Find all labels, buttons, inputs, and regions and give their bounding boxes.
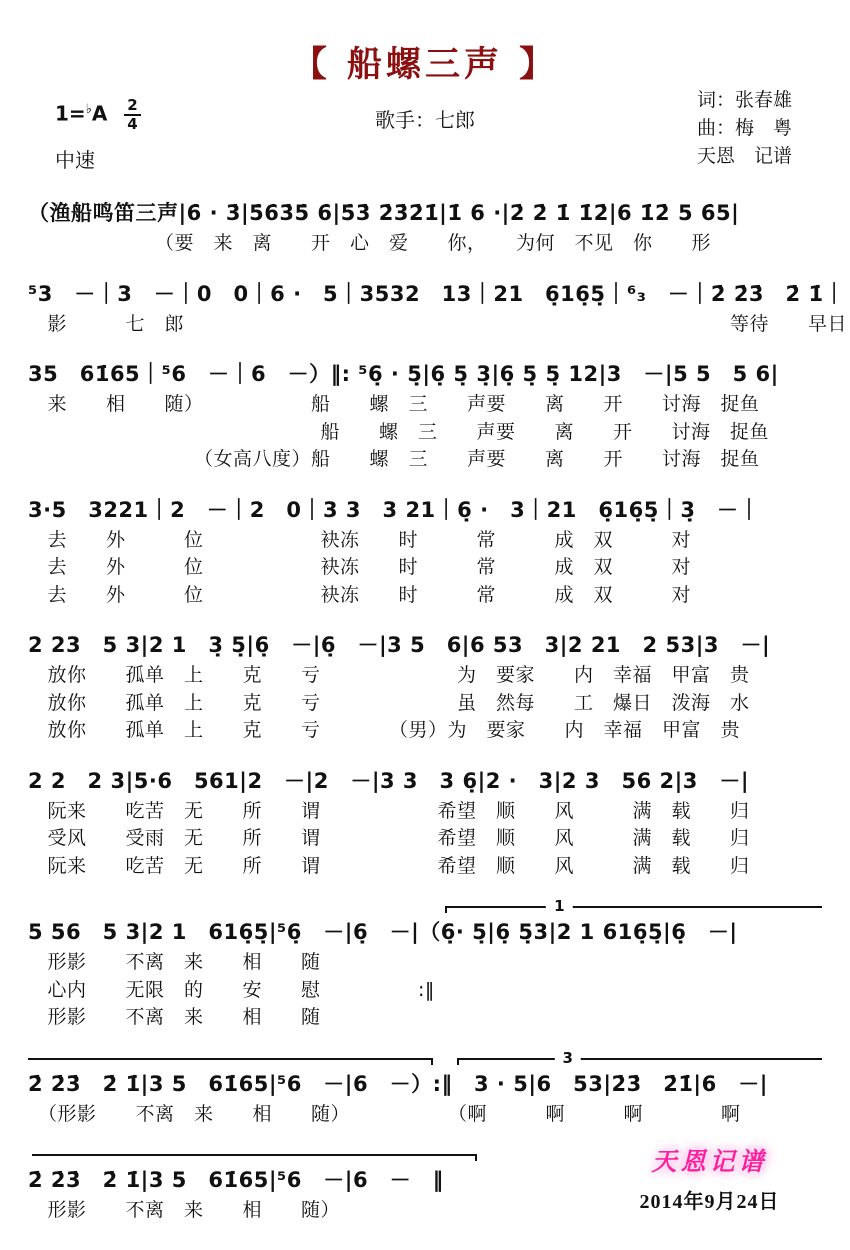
score-header bbox=[0, 89, 850, 184]
credit-composer: 曲：梅 粤 bbox=[696, 117, 792, 139]
volta-number: 1 bbox=[546, 899, 572, 914]
singer-label: 歌手：七郎 bbox=[375, 108, 475, 132]
volta-bracket bbox=[28, 1058, 433, 1065]
notes-line: 35 61̇65｜⁵6 －｜6 －）‖: ⁵6̣ · 5̣|6̣ 5̣ 3̣|6̣ 5̣ 5̣ 12|3 －|5 5 5 6| bbox=[28, 362, 779, 386]
transcription-date: 2014年9月24日 bbox=[639, 1191, 780, 1213]
lyric-line: 来 相 随） 船 螺 三 声要 离 开 讨海 捉鱼 bbox=[28, 393, 760, 415]
score bbox=[0, 196, 850, 1225]
notes-line: 2̇ 2̇3̇ 2̇ 1̇|3 5 61̇65|⁵6 －|6 －）:‖ 3 · 5|6 53|2̇3̇ 2̇1̇|6 －| bbox=[28, 1071, 768, 1096]
lyric-line: 心内 无限 的 安 慰 :‖ bbox=[28, 978, 435, 1001]
lyric-line: 船 螺 三 声要 离 开 讨海 捉鱼 bbox=[28, 420, 770, 443]
system-8 bbox=[28, 1048, 822, 1129]
system-1 bbox=[28, 196, 822, 258]
volta-bracket bbox=[32, 1154, 477, 1161]
watermark: 天恩记谱 bbox=[651, 1147, 768, 1176]
credits-block bbox=[697, 86, 792, 170]
lyric-line: 放你 孤单 上 克 亏 虽 然每 工 爆日 泼海 水 bbox=[28, 691, 750, 714]
system-5 bbox=[28, 628, 822, 745]
time-denominator: 4 bbox=[127, 115, 138, 133]
lyric-line: 形影 不离 来 相 随 bbox=[28, 1006, 321, 1028]
notes-line: 2 23 5 3|2 1 3̣ 5̣|6̣ －|6̣ －|3 5 6|6 53 3|2 21 2 53|3 －| bbox=[28, 633, 771, 657]
lyric-line: （女高八度）船 螺 三 声要 离 开 讨海 捉鱼 bbox=[28, 448, 760, 470]
key-prefix: 1= bbox=[55, 101, 86, 126]
system-7 bbox=[28, 899, 822, 1032]
lyric-line: （要 来 离 开 心 爱 你， 为何 不见 你 形 bbox=[28, 232, 712, 254]
notes-line: 3·5 3221｜2 －｜2 0｜3 3 3 21｜6̣ · 3｜21 6̣16̣5̣｜3̣ －｜ bbox=[28, 497, 760, 522]
flat-icon: ♭ bbox=[85, 101, 92, 117]
lyric-line: 去 外 位 袂冻 时 常 成 双 对 bbox=[28, 556, 692, 578]
credit-transcriber: 天恩 记谱 bbox=[696, 145, 792, 167]
system-4 bbox=[28, 493, 822, 610]
lyric-line: （形影 不离 来 相 随） （啊 啊 啊 啊 bbox=[28, 1102, 741, 1125]
system-2 bbox=[28, 277, 848, 339]
lyric-line: 阮来 吃苦 无 所 谓 希望 顺 风 满 载 归 bbox=[28, 854, 750, 877]
key-letter: A bbox=[91, 101, 108, 126]
lyric-line: 去 外 位 袂冻 时 常 成 双 对 bbox=[28, 528, 692, 551]
system-6 bbox=[28, 764, 822, 881]
volta-bracket-row bbox=[28, 1048, 822, 1067]
time-numerator: 2 bbox=[124, 98, 140, 116]
volta-bracket bbox=[445, 897, 822, 915]
credit-lyricist: 词：张春雄 bbox=[696, 89, 792, 111]
volta-bracket bbox=[457, 1048, 822, 1067]
volta-number: 3 bbox=[555, 1051, 581, 1066]
notes-line: ⁵3 －｜3 －｜0 0｜6 · 5｜3532 13｜21 6̣16̣5̣｜⁶₃ －｜2̇ 2̇3̇ 2̇ 1̇｜ bbox=[28, 281, 846, 306]
notes-line: 2 2 2 3|5·6 561|2 －|2 －|3 3 3 6̣|2 · 3|2 3 56 2|3 －| bbox=[28, 768, 750, 793]
lyric-line: 阮来 吃苦 无 所 谓 希望 顺 风 满 载 归 bbox=[28, 799, 750, 822]
lyric-line: 放你 孤单 上 克 亏 为 要家 内 幸福 甲富 贵 bbox=[28, 664, 750, 686]
footer bbox=[597, 1142, 822, 1214]
notes-line: （渔船鸣笛三声|6̇ · 3̇|5̇6̇3̇5̇ 6̇|5̇3̇ 2̇3̇2̇1̇|1̇ 6 ·|2̇ 2̇ 1̇ 1̇2̇|6 1̇2̇ 5 6̇5| bbox=[28, 201, 740, 225]
lyric-line: 形影 不离 来 相 随 bbox=[28, 951, 321, 973]
lyric-line: 放你 孤单 上 克 亏 （男）为 要家 内 幸福 甲富 贵 bbox=[28, 719, 741, 741]
tempo-marking: 中速 bbox=[55, 148, 95, 172]
lyric-line: 形影 不离 来 相 随） bbox=[28, 1199, 341, 1221]
lyric-line: 去 外 位 袂冻 时 常 成 双 对 bbox=[28, 583, 692, 606]
notes-line: 5 56 5 3|2 1 616̣5̣|⁵6̣ －|6̣ －|（6̣· 5̣|6̣ 5̣3|2 1 616̣5̣|6̣ －| bbox=[28, 920, 738, 944]
page-title: 【 船螺三声 】 bbox=[291, 45, 559, 85]
notes-line: 2̇ 2̇3̇ 2̇ 1̇|3 5 61̇65|⁵6 －|6 － ‖ bbox=[28, 1168, 444, 1192]
lyric-line: 影 七 郎 等待 早日 bbox=[28, 312, 848, 335]
volta-bracket-row bbox=[28, 899, 822, 915]
system-3 bbox=[28, 357, 822, 474]
lyric-line: 受风 受雨 无 所 谓 希望 顺 风 满 载 归 bbox=[28, 827, 750, 849]
